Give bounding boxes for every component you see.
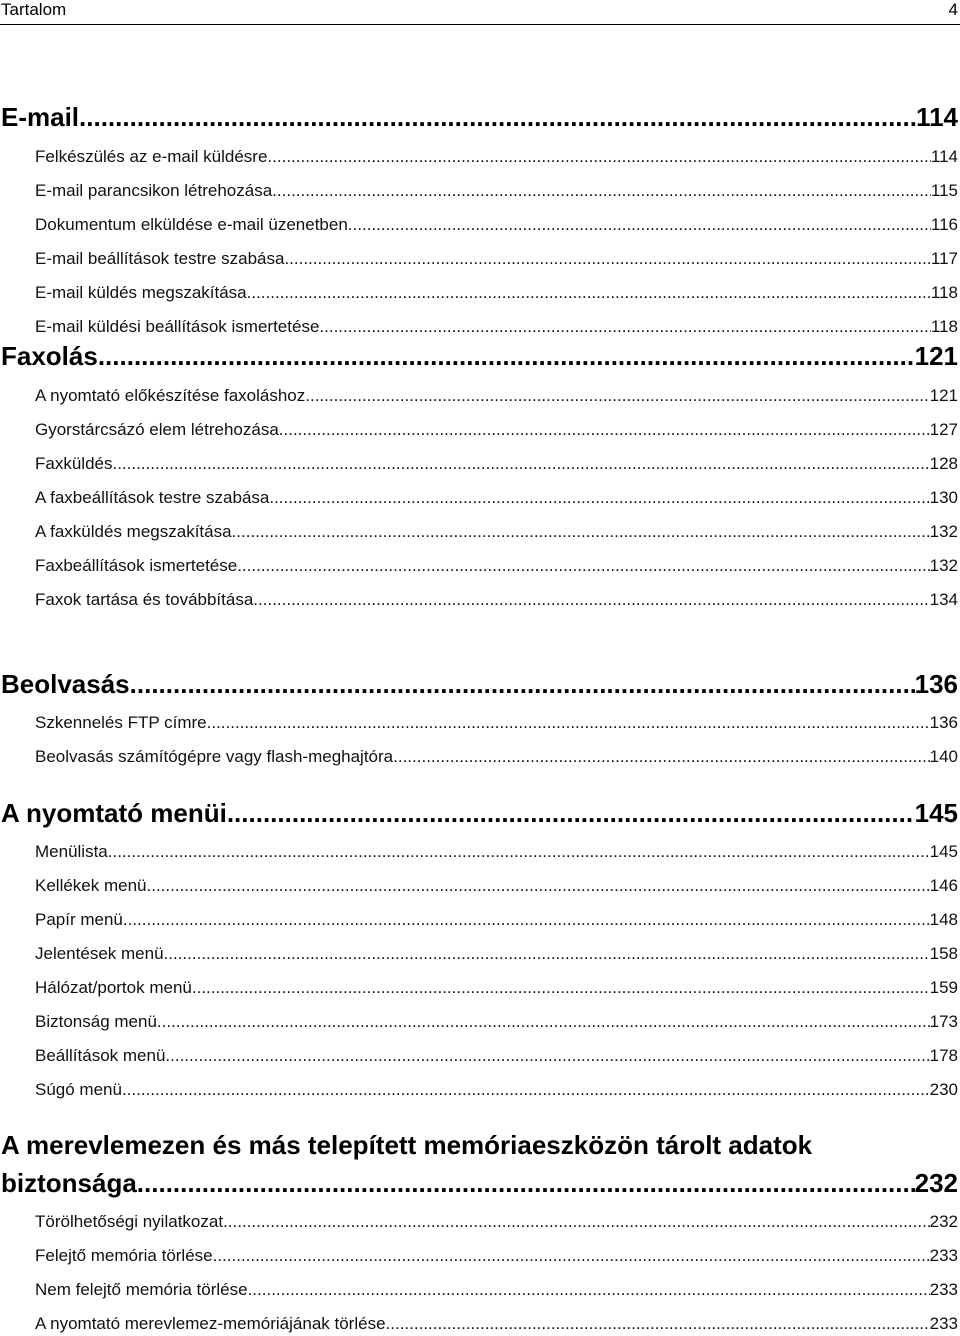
toc-leader [147, 874, 930, 898]
toc-entry[interactable] [35, 1278, 958, 1302]
toc-entry[interactable] [35, 874, 958, 898]
toc-entry[interactable] [35, 384, 958, 408]
toc-entry[interactable] [35, 520, 958, 544]
toc-entry-page: 115 [930, 181, 958, 200]
toc-entry[interactable] [35, 1210, 958, 1234]
toc-entry-title: Biztonság menü [35, 1012, 157, 1031]
toc-entry[interactable] [35, 1244, 958, 1268]
toc-entry-title: Hálózat/portok menü [35, 978, 192, 997]
toc-chapter-email[interactable] [1, 100, 958, 134]
toc-leader [165, 1044, 929, 1068]
toc-entry[interactable] [35, 1312, 958, 1336]
toc-leader [237, 554, 929, 578]
toc-leader [267, 145, 930, 169]
toc-chapter-page: 145 [914, 798, 958, 828]
toc-leader [305, 384, 929, 408]
toc-entry-title: Törölhetőségi nyilatkozat [35, 1212, 224, 1231]
toc-entry[interactable] [35, 1010, 958, 1034]
toc-entry-page: 127 [929, 420, 958, 439]
toc-entry-page: 117 [930, 249, 958, 268]
toc-chapter-scanning[interactable] [1, 667, 958, 701]
header-section-title: Tartalom [1, 0, 67, 19]
toc-entry-page: 116 [930, 215, 958, 234]
toc-entry-page: 173 [929, 1012, 958, 1031]
toc-leader [207, 711, 930, 735]
toc-chapter-title: A nyomtató menüi [1, 798, 227, 828]
toc-leader [157, 1010, 930, 1034]
toc-entry-page: 132 [929, 522, 958, 541]
toc-entry-title: E-mail beállítások testre szabása [35, 249, 285, 268]
toc-entry-page: 232 [929, 1212, 958, 1231]
toc-entry[interactable] [35, 145, 958, 169]
toc-entry-page: 128 [929, 454, 958, 473]
toc-entry-title: Jelentések menü [35, 944, 164, 963]
toc-entry-title: Kellékek menü [35, 876, 147, 895]
toc-leader [253, 588, 929, 612]
toc-entry-page: 134 [929, 590, 958, 609]
toc-leader [98, 339, 915, 373]
toc-leader [108, 840, 930, 864]
toc-chapter-page: 121 [914, 341, 958, 371]
toc-chapter-data-security[interactable] [1, 1127, 958, 1164]
header-page-number: 4 [948, 0, 958, 19]
toc-entry-page: 158 [929, 944, 958, 963]
toc-entry[interactable] [35, 1078, 958, 1102]
toc-leader [272, 179, 931, 203]
toc-entry-page: 146 [929, 876, 958, 895]
toc-entry-page: 233 [929, 1314, 958, 1333]
toc-leader [279, 418, 930, 442]
toc-chapter-page: 232 [914, 1168, 958, 1198]
toc-entry-title: Faxküldés [35, 454, 113, 473]
toc-leader [393, 745, 929, 769]
toc-entry-page: 118 [930, 283, 958, 302]
toc-entry-page: 121 [929, 386, 958, 405]
toc-leader [348, 213, 931, 237]
toc-entry-title: A nyomtató merevlemez-memóriájának törlése [35, 1314, 386, 1333]
toc-chapter-title: Beolvasás [1, 669, 130, 699]
toc-leader [319, 315, 930, 339]
toc-leader [164, 942, 930, 966]
toc-entry[interactable] [35, 976, 958, 1000]
toc-entry-page: 145 [929, 842, 958, 861]
toc-chapter-printer-menus[interactable] [1, 796, 958, 830]
toc-chapter-page: 136 [914, 669, 958, 699]
toc-entry[interactable] [35, 418, 958, 442]
toc-leader [227, 796, 915, 830]
toc-entry[interactable] [35, 315, 958, 339]
toc-entry-title: Papír menü [35, 910, 123, 929]
toc-entry-title: Súgó menü [35, 1080, 122, 1099]
toc-entry-title: Faxbeállítások ismertetése [35, 556, 238, 575]
toc-leader [248, 1278, 930, 1302]
toc-leader [269, 486, 929, 510]
toc-leader [112, 452, 929, 476]
toc-entry[interactable] [35, 486, 958, 510]
toc-entry[interactable] [35, 554, 958, 578]
toc-entry-title: Dokumentum elküldése e-mail üzenetben [35, 215, 348, 234]
toc-entry-title: Felejtő memória törlése [35, 1246, 213, 1265]
toc-entry-page: 178 [929, 1046, 958, 1065]
toc-entry[interactable] [35, 711, 958, 735]
toc-entry-page: 118 [930, 317, 958, 336]
toc-entry-page: 159 [929, 978, 958, 997]
toc-entry-title: Gyorstárcsázó elem létrehozása [35, 420, 279, 439]
toc-entry-page: 233 [929, 1280, 958, 1299]
toc-entry-page: 140 [929, 747, 958, 766]
toc-entry[interactable] [35, 942, 958, 966]
toc-entry-page: 148 [929, 910, 958, 929]
toc-leader [123, 908, 930, 932]
toc-entry[interactable] [35, 213, 958, 237]
toc-entry-title: A faxküldés megszakítása [35, 522, 232, 541]
toc-entry-title: A nyomtató előkészítése faxoláshoz [35, 386, 306, 405]
toc-entry-title: Menülista [35, 842, 108, 861]
toc-entry-title: Beállítások menü [35, 1046, 166, 1065]
toc-entry-title: Felkészülés az e-mail küldésre [35, 147, 268, 166]
toc-leader [122, 1078, 930, 1102]
toc-entry[interactable] [35, 840, 958, 864]
toc-chapter-data-security-line2[interactable] [1, 1166, 958, 1200]
toc-entry[interactable] [35, 908, 958, 932]
toc-leader [192, 976, 930, 1000]
toc-chapter-title: E-mail [1, 102, 80, 132]
toc-leader [223, 1210, 930, 1234]
toc-leader [79, 100, 916, 134]
toc-entry[interactable] [35, 281, 958, 305]
toc-entry-page: 230 [929, 1080, 958, 1099]
toc-entry-page: 130 [929, 488, 958, 507]
toc-entry[interactable] [35, 745, 958, 769]
toc-leader [213, 1244, 930, 1268]
header-divider [0, 24, 960, 25]
toc-entry-page: 114 [930, 147, 958, 166]
toc-entry[interactable] [35, 1044, 958, 1068]
toc-entry-title: Szkennelés FTP címre [35, 713, 207, 732]
toc-entry[interactable] [35, 179, 958, 203]
toc-leader [284, 247, 930, 271]
toc-entry-title: E-mail parancsikon létrehozása [35, 181, 273, 200]
toc-entry-title: Beolvasás számítógépre vagy flash-meghajtóra [35, 747, 394, 766]
toc-entry-title: Nem felejtő memória törlése [35, 1280, 248, 1299]
toc-leader [130, 667, 915, 701]
toc-chapter-title: Faxolás [1, 341, 98, 371]
toc-entry-page: 233 [929, 1246, 958, 1265]
toc-leader [232, 520, 930, 544]
page-header [0, 0, 960, 24]
toc-entry[interactable] [35, 247, 958, 271]
toc-entry[interactable] [35, 452, 958, 476]
toc-entry-page: 136 [929, 713, 958, 732]
toc-entry-title: Faxok tartása és továbbítása [35, 590, 254, 609]
toc-chapter-title: biztonsága [1, 1168, 137, 1198]
toc-chapter-faxing[interactable] [1, 339, 958, 373]
toc-leader [386, 1312, 930, 1336]
toc-entry-title: E-mail küldés megszakítása [35, 283, 247, 302]
toc-leader [137, 1166, 915, 1200]
toc-chapter-page: 114 [916, 102, 958, 132]
toc-entry-title: A faxbeállítások testre szabása [35, 488, 270, 507]
toc-entry[interactable] [35, 588, 958, 612]
toc-chapter-title-line1: A merevlemezen és más telepített memóriaeszközön tárolt adatok [1, 1130, 813, 1160]
toc-entry-title: E-mail küldési beállítások ismertetése [35, 317, 320, 336]
toc-leader [247, 281, 931, 305]
toc-entry-page: 132 [929, 556, 958, 575]
